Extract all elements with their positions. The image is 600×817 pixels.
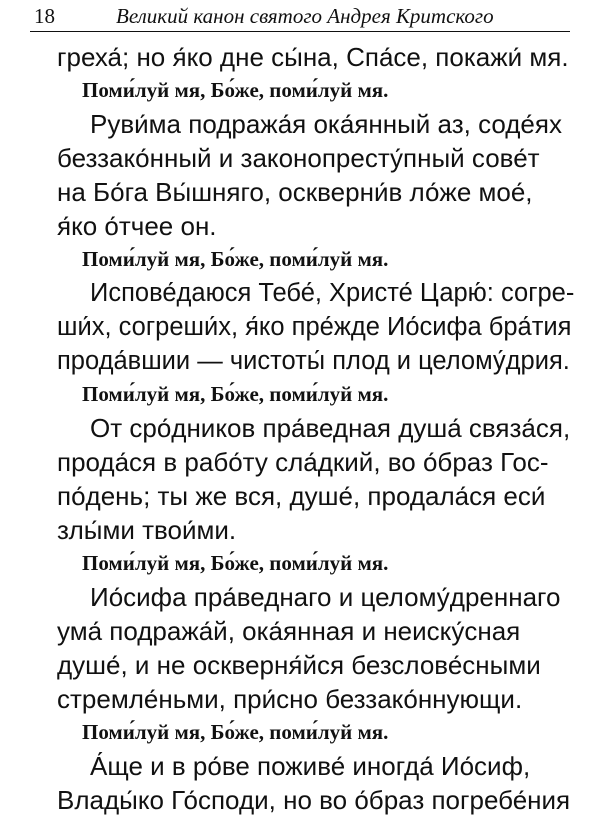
running-title: Великий канон святого Андрея Критского <box>116 4 494 28</box>
text-line: ума́ подража́й, ока́янная и неиску́сная <box>57 616 521 646</box>
text-line: ши́х, согреши́х, я́ко пре́жде Ио́сифа бра́тия <box>57 313 572 341</box>
text-line: беззако́нный и законопресту́пный сове́т <box>57 143 540 173</box>
text-line: Влады́ко Го́споди, но во о́браз погребе́ния <box>57 785 571 815</box>
text-line: душе́, и не оскверня́йся безслове́сными <box>57 650 541 680</box>
header-rule <box>30 31 570 32</box>
page-header <box>0 0 600 34</box>
text-line: греха́; но я́ко дне сы́на, Спа́се, покажи́ мя. <box>57 42 569 72</box>
text-line: злы́ми твои́ми. <box>57 515 237 545</box>
text-line: От сро́дников пра́ведная душа́ связа́ся, <box>90 413 571 443</box>
text-line: А́ще и в ро́ве поживе́ иногда́ Ио́сиф, <box>90 751 531 781</box>
refrain-line: Поми́луй мя, Бо́же, поми́луй мя. <box>82 551 389 575</box>
text-line: Испове́даюся Тебе́, Христе́ Царю́: согре- <box>90 279 575 307</box>
text-line: Ио́сифа пра́веднаго и целому́дреннаго <box>90 582 561 612</box>
refrain-line: Поми́луй мя, Бо́же, поми́луй мя. <box>82 247 389 271</box>
refrain-line: Поми́луй мя, Бо́же, поми́луй мя. <box>82 720 389 744</box>
text-line: прода́ся в рабо́ту сла́дкий, во о́браз Гос- <box>57 447 549 477</box>
text-line: по́день; ты же вся, душе́, продала́ся еси́ <box>57 481 546 511</box>
refrain-line: Поми́луй мя, Бо́же, поми́луй мя. <box>82 382 389 406</box>
text-line: прода́вшии — чистоты́ плод и целому́дрия. <box>57 347 570 375</box>
page-number: 18 <box>34 4 55 28</box>
text-line: стремле́ньми, при́сно беззако́ннующи. <box>57 684 523 714</box>
body-text <box>57 40 577 817</box>
text-line: на Бо́га Вы́шняго, оскверни́в ло́же мое́, <box>57 177 533 207</box>
refrain-line: Поми́луй мя, Бо́же, поми́луй мя. <box>82 78 389 102</box>
text-line: Руви́ма подража́я ока́янный аз, соде́ях <box>90 109 562 139</box>
text-line: я́ко о́тчее он. <box>57 211 217 241</box>
